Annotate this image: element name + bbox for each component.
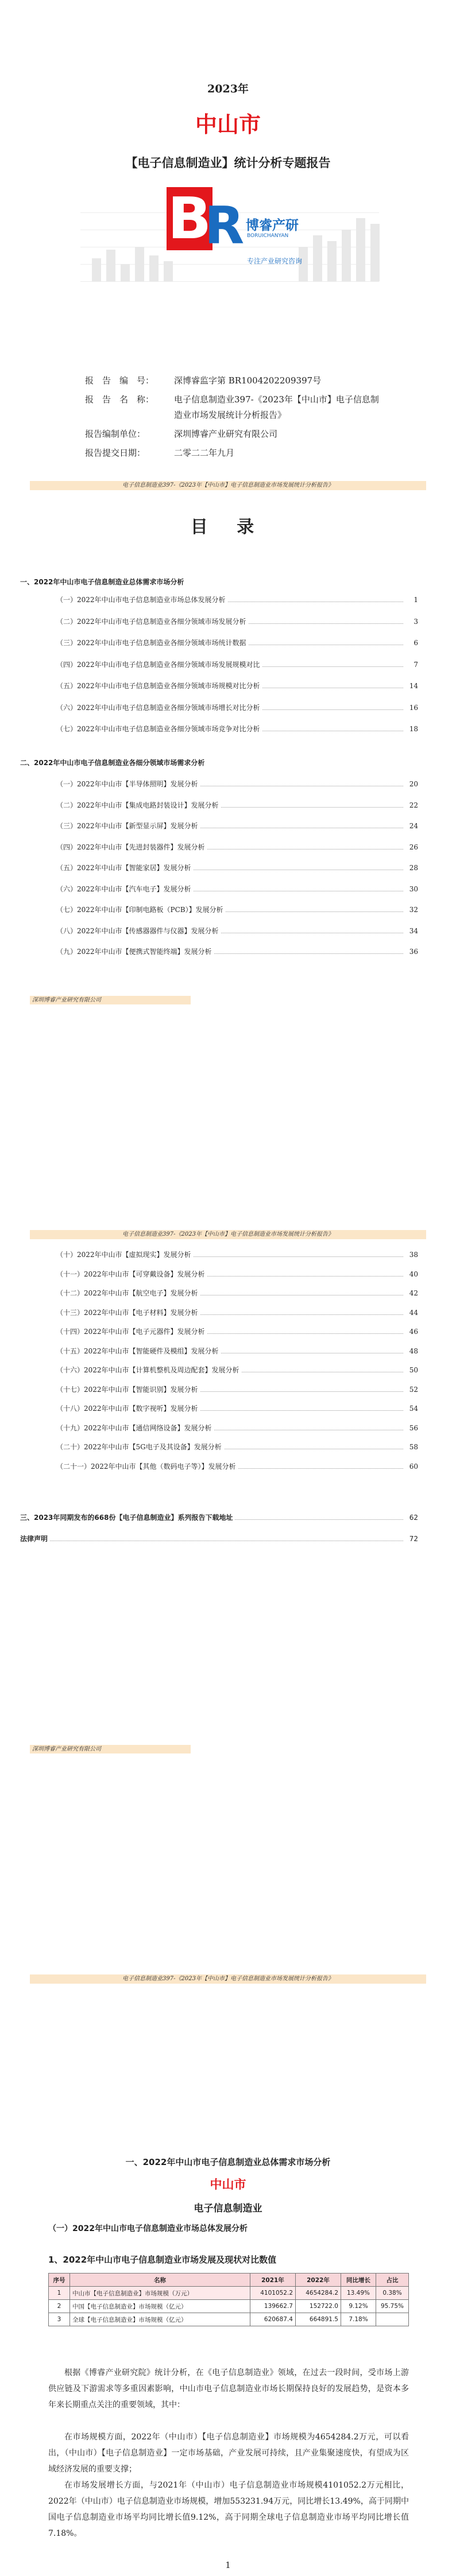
toc-item[interactable]: （六）2022年中山市电子信息制造业各细分领域市场增长对比分析 16	[56, 703, 418, 712]
company-logo	[167, 187, 333, 267]
table-cell: 全球【电子信息制造业】市场规模（亿元）	[70, 2313, 250, 2326]
table-cell: 9.12%	[341, 2300, 376, 2313]
logo-brand-en: BORUICHANYAN	[247, 233, 289, 239]
toc-section-3[interactable]: 三、2023年同期发布的668份【电子信息制造业】系列报告下载地址 62	[20, 1514, 418, 1522]
toc-item[interactable]: （五）2022年中山市电子信息制造业各细分领域市场规模对比分析 14	[56, 682, 418, 690]
table-cell: 95.75%	[376, 2300, 409, 2313]
table-cell: 152722.0	[296, 2300, 341, 2313]
table-cell: 中山市【电子信息制造业】市场规模（万元）	[70, 2287, 250, 2300]
info-row-name: 报 告 名 称： 电子信息制造业397-《2023年【中山市】电子信息制造业市场发展统计分析报告》	[85, 394, 379, 420]
toc-item[interactable]: （七）2022年中山市电子信息制造业各细分领域市场竞争对比分析 18	[56, 725, 418, 733]
toc-item[interactable]: （十八）2022年中山市【数字视听】发展分析 54	[56, 1405, 418, 1413]
running-footer: 深圳博睿产业研究有限公司	[30, 996, 191, 1004]
table-cell: 3	[49, 2313, 70, 2326]
toc-section-1: 一、2022年中山市电子信息制造业总体需求市场分析	[20, 578, 184, 586]
toc-item[interactable]: （一）2022年中山市电子信息制造业市场总体发展分析 1	[56, 596, 418, 604]
info-row-date: 报告提交日期： 二零二二年九月	[85, 448, 235, 458]
table-row	[49, 2300, 409, 2313]
body-heading-1: 1、2022年中山市电子信息制造业市场发展及现状对比数值	[48, 2255, 277, 2265]
toc-item[interactable]: （五）2022年中山市【智能家居】发展分析 28	[56, 864, 418, 872]
table-cell: 0.38%	[376, 2287, 409, 2300]
cover-info	[85, 373, 384, 464]
table-cell: 1	[49, 2287, 70, 2300]
toc-item[interactable]: （十四）2022年中山市【电子元器件】发展分析 46	[56, 1328, 418, 1336]
table-cell: 7.18%	[341, 2313, 376, 2326]
body-subheading: （一）2022年中山市电子信息制造业市场总体发展分析	[48, 2224, 248, 2233]
toc-item[interactable]: （四）2022年中山市电子信息制造业各细分领域市场发展规模对比 7	[56, 660, 418, 669]
toc-item[interactable]: （十二）2022年中山市【航空电子】发展分析 42	[56, 1289, 418, 1297]
cover-year: 2023年	[207, 83, 249, 95]
toc-section-2: 二、2022年中山市电子信息制造业各细分领域市场需求分析	[20, 759, 205, 767]
toc-item[interactable]: （十五）2022年中山市【智能硬件及模组】发展分析 48	[56, 1347, 418, 1355]
toc-item[interactable]: （十七）2022年中山市【智能识别】发展分析 52	[56, 1385, 418, 1394]
logo-tagline: 专注产业研究咨询	[247, 257, 303, 265]
body-city: 中山市	[210, 2178, 246, 2191]
running-header: 电子信息制造业397-《2023年【中山市】电子信息制造业市场发展统计分析报告》	[30, 1230, 426, 1239]
toc-title: 目 录	[190, 517, 266, 537]
toc-item[interactable]: （二十一）2022年中山市【其他（数码电子等）】发展分析 60	[56, 1462, 418, 1471]
table-cell: 4654284.2	[296, 2287, 341, 2300]
toc-item[interactable]: （十六）2022年中山市【计算机整机及周边配套】发展分析 50	[56, 1366, 418, 1374]
toc-legal[interactable]: 法律声明 72	[20, 1535, 418, 1543]
toc-item[interactable]: （二）2022年中山市【集成电路封装设计】发展分析 22	[56, 801, 418, 809]
toc-item[interactable]: （四）2022年中山市【先进封装器件】发展分析 26	[56, 843, 418, 851]
toc-item[interactable]: （二）2022年中山市电子信息制造业各细分领域市场发展分析 3	[56, 617, 418, 626]
body-paragraph-3: 在市场发展增长方面，与2021年（中山市）电子信息制造业市场规模4101052.2万元相比，2022年（中山市）电子信息制造业市场规模，增加553231.94万元，同比增长13.49%，高于同期中国电子信息制造业市场平均同比增长值9.12%，高于同期全球电子信息制造业市场平均同比增长值7.18%。	[48, 2481, 409, 2538]
table-cell: 4101052.2	[250, 2287, 296, 2300]
toc-item[interactable]: （十三）2022年中山市【电子材料】发展分析 44	[56, 1308, 418, 1317]
info-row-org: 报告编制单位： 深圳博睿产业研究有限公司	[85, 429, 278, 439]
toc-item[interactable]: （八）2022年中山市【传感器器件与仪器】发展分析 34	[56, 926, 418, 935]
table-cell: 620687.4	[250, 2313, 296, 2326]
table-cell: 2	[49, 2300, 70, 2313]
table-cell: 13.49%	[341, 2287, 376, 2300]
table-cell: 664891.5	[296, 2313, 341, 2326]
logo-brand-cn: 博睿产研	[246, 218, 299, 233]
toc-item[interactable]: （十九）2022年中山市【通信网络设备】发展分析 56	[56, 1423, 418, 1432]
toc-item[interactable]: （十一）2022年中山市【可穿戴设备】发展分析 40	[56, 1270, 418, 1278]
toc-item[interactable]: （二十）2022年中山市【5G电子及其设备】发展分析 58	[56, 1443, 418, 1451]
table-cell	[376, 2313, 409, 2326]
cover-title: 【电子信息制造业】统计分析专题报告	[125, 156, 331, 170]
toc-item[interactable]: （七）2022年中山市【印制电路板（PCB）】发展分析 32	[56, 906, 418, 914]
info-row-number: 报 告 编 号： 深博睿监字第 BR1004202209397号	[85, 375, 322, 386]
table-row	[49, 2287, 409, 2300]
running-footer: 深圳博睿产业研究有限公司	[30, 1745, 191, 1753]
toc-item[interactable]: （九）2022年中山市【便携式智能终端】发展分析 36	[56, 948, 418, 956]
toc-item[interactable]: （一）2022年中山市【半导体照明】发展分析 20	[56, 780, 418, 788]
market-table	[48, 2273, 409, 2326]
body-section-heading: 一、2022年中山市电子信息制造业总体需求市场分析	[125, 2157, 331, 2167]
body-paragraph-1: 根据《博睿产业研究院》统计分析，在《电子信息制造业》领域，在过去一段时间，受市场上游供应链及下游需求等多重因素影响，中山市电子信息制造业市场长期保持良好的发展趋势，是资本多年来长期重点关注的重要领域，其中：	[48, 2368, 409, 2410]
page-number: 1	[225, 2560, 231, 2570]
logo-letter-r: R	[204, 196, 245, 256]
table-cell: 中国【电子信息制造业】市场规模（亿元）	[70, 2300, 250, 2313]
running-header: 电子信息制造业397-《2023年【中山市】电子信息制造业市场发展统计分析报告》	[30, 1974, 426, 1984]
body-industry: 电子信息制造业	[194, 2203, 262, 2214]
table-row	[49, 2313, 409, 2326]
toc-item[interactable]: （三）2022年中山市电子信息制造业各细分领域市场统计数据 6	[56, 639, 418, 647]
table-header-row: 序号 名称 2021年 2022年 同比增长 占比	[49, 2274, 409, 2287]
running-header: 电子信息制造业397-《2023年【中山市】电子信息制造业市场发展统计分析报告》	[30, 481, 426, 490]
cover-city: 中山市	[195, 112, 261, 137]
toc-item[interactable]: （十）2022年中山市【虚拟现实】发展分析 38	[56, 1251, 418, 1259]
table-cell: 139662.7	[250, 2300, 296, 2313]
toc-item[interactable]: （六）2022年中山市【汽车电子】发展分析 30	[56, 884, 418, 893]
toc-item[interactable]: （三）2022年中山市【新型显示屏】发展分析 24	[56, 822, 418, 830]
body-paragraph-2: 在市场规模方面，2022年（中山市）【电子信息制造业】市场规模为4654284.2万元，可以看出，（中山市）【电子信息制造业】一定市场基础，产业发展可持续，且产业集聚速度快，有望成为区域经济发展的重要支撑；	[48, 2433, 409, 2474]
logo-letter-b: B	[167, 185, 212, 252]
